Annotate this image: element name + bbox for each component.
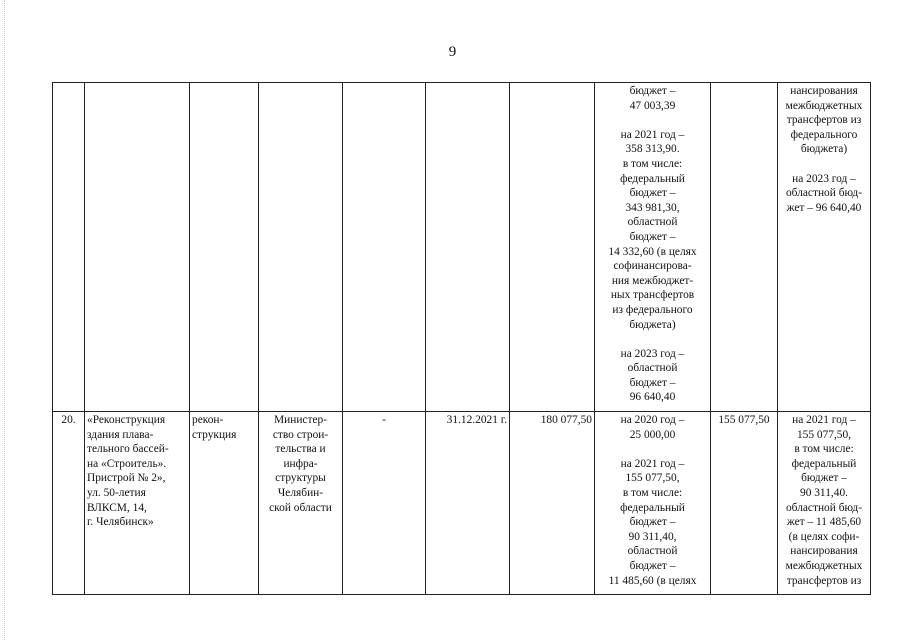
- cell-text-line: структуры: [275, 472, 326, 485]
- cell-text-line: 25 000,00: [629, 428, 676, 441]
- cell-text-line: (в целях софи-: [788, 530, 860, 543]
- cell-text-line: тельного бассей-: [87, 443, 169, 456]
- cell-col9: 155 077,50: [711, 412, 778, 595]
- cell-text-line: на 2023 год –: [620, 347, 685, 360]
- table-row-continuation: [53, 83, 871, 412]
- cell-text-line: федеральный: [791, 457, 857, 470]
- cell-text-line: софинансирова-: [613, 260, 692, 273]
- cell-text-line: инфра-: [283, 457, 318, 470]
- cell-text-line: 343 981,30,: [625, 201, 680, 214]
- cell-text-line: областной бюд-: [785, 187, 863, 200]
- cell-text-line: областной: [627, 216, 678, 229]
- cell-text-line: нансирования: [790, 85, 858, 97]
- cell-text-line: [780, 157, 868, 172]
- cell-text-line: межбюджетных: [785, 99, 863, 112]
- scan-margin-mark: [4, 0, 7, 640]
- cell-text-line: бюджет –: [629, 187, 676, 200]
- cell-funding-by-year: [595, 412, 711, 595]
- cell-text-line: на 2021 год –: [620, 128, 685, 141]
- cell-text-line: бюджет –: [629, 516, 676, 529]
- cell-text-line: ВЛКСМ, 14,: [87, 501, 147, 514]
- cell-work-type: [190, 83, 259, 412]
- cell-text-line: в том числе:: [622, 486, 683, 499]
- cell-text-line: областной: [627, 362, 678, 375]
- cell-object-name: [85, 83, 190, 412]
- cell-text-line: 47 003,39: [629, 99, 676, 112]
- cell-text-line: 14 332,60 (в целях: [608, 245, 697, 258]
- program-objects-table: [52, 82, 871, 595]
- cell-text-line: струкция: [192, 428, 237, 441]
- cell-text-line: на 2023 год –: [792, 172, 856, 185]
- cell-text-line: федерального: [790, 128, 858, 141]
- page-number: 9: [448, 44, 457, 60]
- cell-text-line: бюджет –: [629, 559, 676, 572]
- cell-text-line: Челябин-: [277, 486, 324, 499]
- cell-text-line: 155 077,50,: [796, 428, 852, 441]
- cell-text-line: [597, 113, 708, 128]
- cell-text-line: «Реконструкция: [87, 414, 166, 426]
- cell-text-line: жет – 96 640,40: [786, 201, 862, 214]
- cell-customer: [259, 412, 343, 595]
- cell-text-line: бюджет –: [801, 472, 847, 485]
- cell-text-line: г. Челябинск»: [87, 516, 154, 529]
- cell-work-type: [190, 412, 259, 595]
- cell-text-line: межбюджетных: [785, 559, 863, 572]
- cell-text-line: Министер-: [274, 414, 327, 426]
- cell-text-line: областной: [627, 545, 678, 558]
- cell-text-line: [597, 332, 708, 347]
- cell-funding-plan: [778, 412, 871, 595]
- cell-number: [53, 83, 85, 412]
- cell-text-line: бюджета): [629, 318, 676, 331]
- cell-text-line: тельства и: [275, 443, 326, 456]
- cell-col5: [343, 83, 426, 412]
- cell-text-line: федеральный: [620, 501, 685, 514]
- cell-text-line: ния межбюджет-: [611, 274, 694, 287]
- cell-total-cost: 180 077,50: [510, 412, 595, 595]
- cell-text-line: 11 485,60 (в целях: [608, 574, 697, 587]
- cell-text-line: 90 311,40,: [628, 530, 677, 543]
- cell-object-name: [85, 412, 190, 595]
- cell-text-line: 358 313,90.: [625, 143, 680, 156]
- cell-text-line: ных трансфертов: [610, 289, 695, 302]
- cell-text-line: на 2020 год –: [620, 414, 685, 426]
- cell-deadline: [426, 83, 510, 412]
- cell-text-line: здания плава-: [87, 428, 154, 441]
- cell-text-line: на 2021 год –: [792, 414, 856, 426]
- cell-text-line: из федерального: [612, 303, 693, 316]
- cell-text-line: ство строи-: [272, 428, 329, 441]
- cell-text-line: трансфертов из: [786, 114, 862, 127]
- cell-text-line: областной бюд-: [785, 501, 863, 514]
- cell-text-line: ул. 50-летия: [87, 486, 146, 499]
- cell-text-line: жет – 11 485,60: [786, 516, 862, 529]
- cell-text-line: на «Строитель».: [87, 457, 167, 470]
- cell-customer: [259, 83, 343, 412]
- table-row-20: [53, 412, 871, 595]
- cell-text-line: 155 077,50,: [625, 472, 680, 485]
- cell-text-line: трансфертов из: [786, 574, 862, 587]
- cell-text-line: бюджет –: [629, 376, 676, 389]
- cell-text-line: бюджета): [800, 143, 848, 156]
- cell-text-line: бюджет –: [629, 230, 676, 243]
- cell-text-line: ской области: [269, 501, 332, 514]
- cell-text-line: 90 311,40.: [800, 486, 848, 499]
- cell-text-line: в том числе:: [622, 157, 683, 170]
- cell-text-line: [597, 442, 708, 457]
- cell-text-line: 96 640,40: [629, 391, 676, 404]
- cell-funding-by-year: [595, 83, 711, 412]
- cell-text-line: нансирования: [790, 545, 858, 558]
- cell-deadline: 31.12.2021 г.: [426, 412, 510, 595]
- cell-text-line: федеральный: [620, 172, 685, 185]
- cell-total-cost: [510, 83, 595, 412]
- cell-text-line: бюджет –: [629, 85, 676, 97]
- cell-text-line: на 2021 год –: [620, 457, 685, 470]
- cell-col5: -: [343, 412, 426, 595]
- cell-col9: [711, 83, 778, 412]
- cell-text-line: Пристрой № 2»,: [87, 472, 166, 485]
- cell-text-line: рекон-: [192, 414, 224, 426]
- cell-number: 20.: [53, 412, 85, 595]
- cell-funding-plan: [778, 83, 871, 412]
- cell-text-line: в том числе:: [794, 443, 854, 456]
